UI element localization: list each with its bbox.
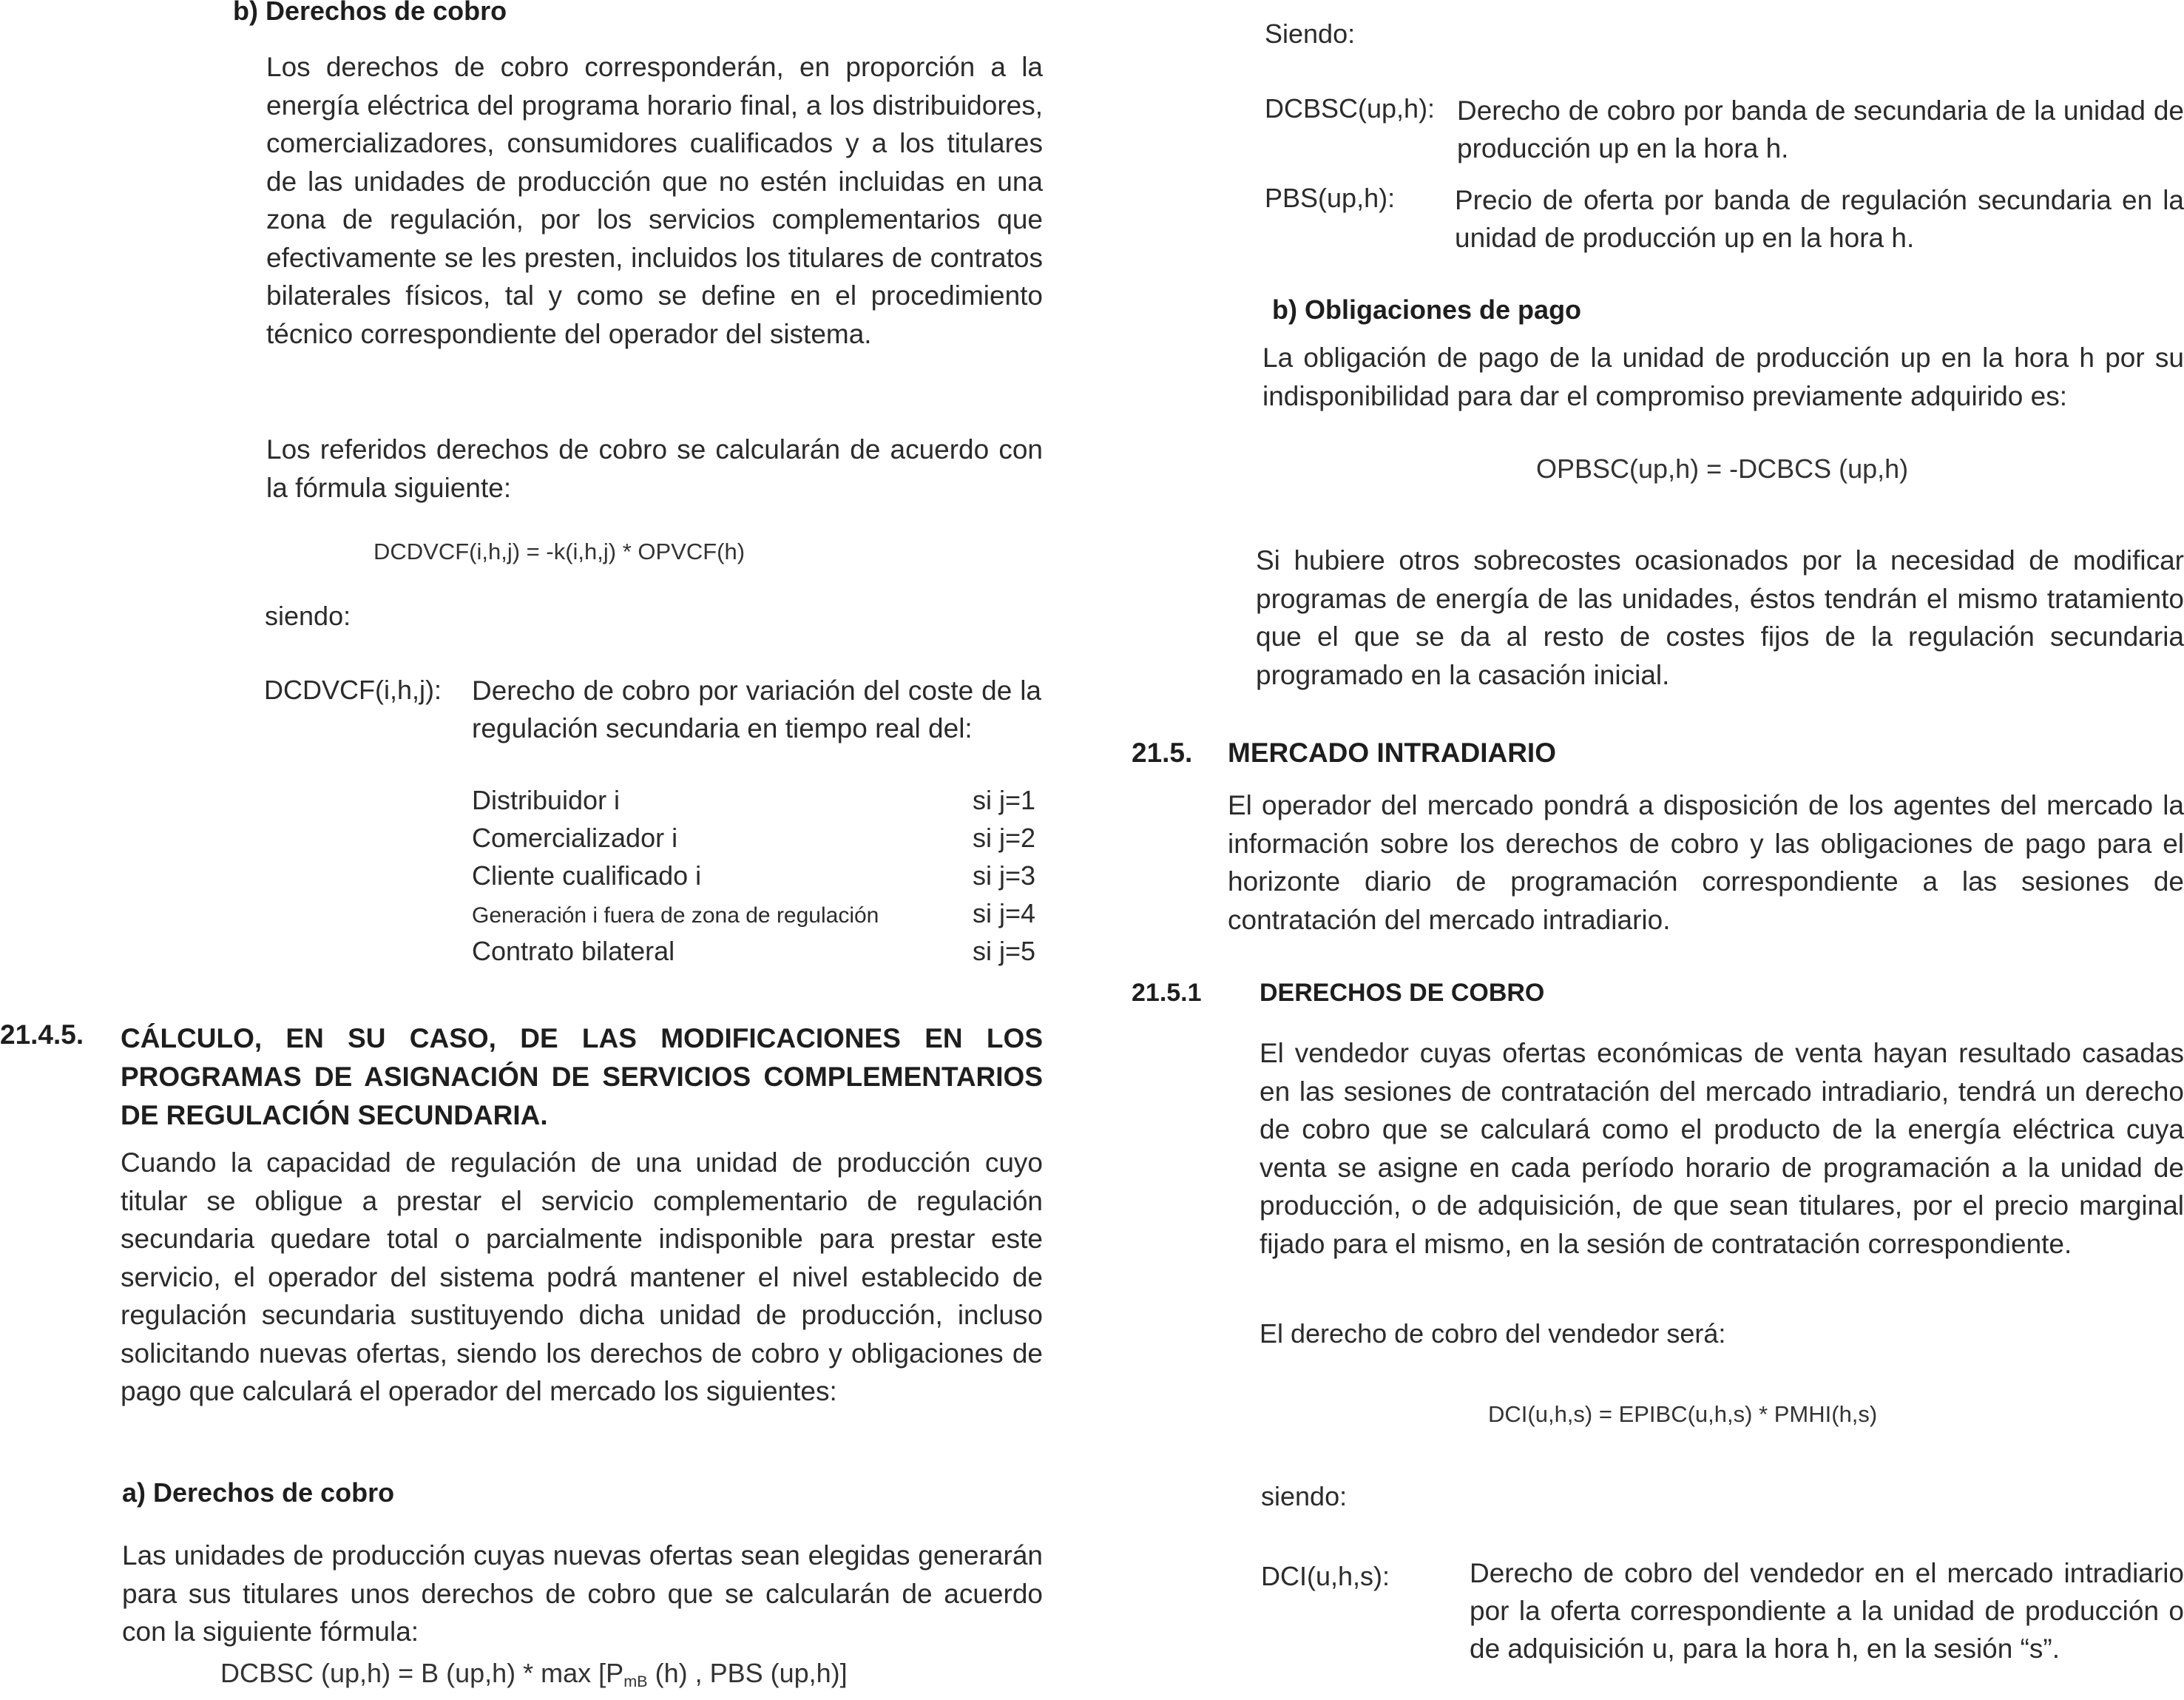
formula-opbsc: OPBSC(up,h) = -DCBCS (up,h) bbox=[1536, 453, 1909, 484]
section-21-5 bbox=[1132, 738, 2184, 776]
right-column bbox=[1132, 0, 2184, 1700]
paragraph-unidades-nuevas-ofertas: Las unidades de producción cuyas nuevas ofertas sean elegidas generarán para sus titulares unos derechos de cobro que se calcularán de acuerdo con la siguiente fórmula: bbox=[122, 1540, 1043, 1647]
formula-dcbsc bbox=[220, 1658, 848, 1691]
subsection-number: 21.5.1 bbox=[1132, 979, 1202, 1007]
label-siendo-right: Siendo: bbox=[1265, 18, 1356, 49]
section-title: CÁLCULO, EN SU CASO, DE LAS MODIFICACIONES EN LOS PROGRAMAS DE ASIGNACIÓN DE SERVICIOS COMPLEMENTARIOS DE REGULACIÓN SECUNDARIA. bbox=[121, 1023, 1043, 1130]
case-label: Generación i fuera de zona de regulación bbox=[472, 903, 879, 928]
paragraph-referidos-derechos: Los referidos derechos de cobro se calcularán de acuerdo con la fórmula siguiente: bbox=[266, 434, 1043, 503]
case-condition: si j=3 bbox=[973, 860, 1036, 891]
heading-derechos-de-cobro-a: a) Derechos de cobro bbox=[122, 1477, 395, 1508]
definition-term-dcbsc: DCBSC(up,h): bbox=[1265, 93, 1436, 124]
section-title: MERCADO INTRADIARIO bbox=[1228, 738, 1556, 768]
definition-text-pbs: Precio de oferta por banda de regulación secundaria en la unidad de producción up en la hora h. bbox=[1455, 185, 2184, 253]
paragraph-derechos-proporcion: Los derechos de cobro corresponderán, en proporción a la energía eléctrica del programa horario final, a los distribuidores, comercializadores, consumidores cualificados y a los titulares de las unidades de producción que no estén incluidas en una zona de regulación, por los servicios complementarios que efectivamente se les presten, incluidos los titulares de contratos bilaterales físicos, tal y como se define en el procedimiento técnico correspondiente del operador del sistema. bbox=[266, 52, 1043, 349]
section-number: 21.4.5. bbox=[0, 1019, 84, 1050]
case-row bbox=[472, 898, 1043, 936]
definition-term-dcdvcf: DCDVCF(i,h,j): bbox=[264, 675, 442, 705]
heading-obligaciones-de-pago: b) Obligaciones de pago bbox=[1272, 294, 1582, 325]
case-label: Comercializador i bbox=[472, 823, 678, 853]
formula-dcbsc-part1: DCBSC (up,h) = B (up,h) * max [P bbox=[220, 1658, 624, 1688]
case-label: Distribuidor i bbox=[472, 785, 621, 815]
label-siendo-right-2: siendo: bbox=[1261, 1481, 1348, 1511]
case-label: Contrato bilateral bbox=[472, 936, 675, 966]
definition-term-pbs: PBS(up,h): bbox=[1265, 183, 1396, 213]
case-row bbox=[472, 936, 1043, 974]
case-condition: si j=5 bbox=[973, 936, 1036, 966]
formula-dci: DCI(u,h,s) = EPIBC(u,h,s) * PMHI(h,s) bbox=[1488, 1401, 1878, 1427]
formula-dcbsc-part2: (h) , PBS (up,h)] bbox=[647, 1658, 848, 1688]
subsection-title: DERECHOS DE COBRO bbox=[1260, 979, 1545, 1007]
paragraph-obligacion-pago: La obligación de pago de la unidad de producción up en la hora h por su indisponibilidad para dar el compromiso previamente adquirido es: bbox=[1262, 343, 2184, 411]
case-row bbox=[472, 823, 1043, 860]
paragraph-operador-mercado: El operador del mercado pondrá a disposición de los agentes del mercado la información sobre los derechos de cobro y las obligaciones de pago para el horizonte diario de programación correspondiente a las sesiones de contratación del mercado intradiario. bbox=[1228, 790, 2184, 935]
formula-dcdvcf: DCDVCF(i,h,j) = -k(i,h,j) * OPVCF(h) bbox=[373, 539, 746, 564]
case-condition: si j=4 bbox=[973, 898, 1036, 928]
case-label: Cliente cualificado i bbox=[472, 860, 702, 891]
definition-text-dcbsc: Derecho de cobro por banda de secundaria de la unidad de producción up en la hora h. bbox=[1457, 95, 2184, 163]
section-number: 21.5. bbox=[1132, 738, 1193, 768]
section-21-4-5 bbox=[0, 1019, 1043, 1138]
paragraph-sobrecostes: Si hubiere otros sobrecostes ocasionados por la necesidad de modificar programas de energía de las unidades, éstos tendrán el mismo tratamiento que el que se da al resto de costes fijos de la regulación secundaria programado en la casación inicial. bbox=[1256, 545, 2184, 690]
heading-derechos-de-cobro-b: b) Derechos de cobro bbox=[233, 0, 507, 26]
left-column bbox=[0, 0, 1050, 1700]
paragraph-capacidad-regulacion: Cuando la capacidad de regulación de una unidad de producción cuyo titular se obligue a prestar el servicio complementario de regulación secundaria quedare total o parcialmente indisponible para prestar este servicio, el operador del sistema podrá mantener el nivel establecido de regulación secundaria sustituyendo dicha unidad de producción, incluso solicitando nuevas ofertas, siendo los derechos de cobro y obligaciones de pago que calculará el operador del mercado los siguientes: bbox=[121, 1147, 1043, 1406]
definition-text-dci: Derecho de cobro del vendedor en el mercado intradiario por la oferta correspondiente a la unidad de producción o de adquisición u, para la hora h, en la sesión “s”. bbox=[1470, 1558, 2184, 1664]
case-condition: si j=1 bbox=[973, 785, 1036, 815]
case-condition: si j=2 bbox=[973, 823, 1036, 853]
formula-dcbsc-subscript: mB bbox=[623, 1672, 648, 1690]
paragraph-derecho-vendedor: El derecho de cobro del vendedor será: bbox=[1260, 1318, 1726, 1349]
definition-text-dcdvcf: Derecho de cobro por variación del coste de la regulación secundaria en tiempo real del: bbox=[472, 675, 1041, 743]
label-siendo: siendo: bbox=[265, 601, 351, 631]
subsection-21-5-1 bbox=[1132, 979, 2184, 1017]
case-row bbox=[472, 860, 1043, 898]
case-row bbox=[472, 785, 1043, 823]
paragraph-vendedor: El vendedor cuyas ofertas económicas de venta hayan resultado casadas en las sesiones de contratación del mercado intradiario, tendrá un derecho de cobro que se calculará como el producto de la energía eléctrica cuya venta se asigne en cada período horario de programación a la unidad de producción, o de adquisición, de que sean titulares, por el precio marginal fijado para el mismo, en la sesión de contratación correspondiente. bbox=[1260, 1038, 2184, 1259]
definition-term-dci: DCI(u,h,s): bbox=[1261, 1561, 1390, 1591]
